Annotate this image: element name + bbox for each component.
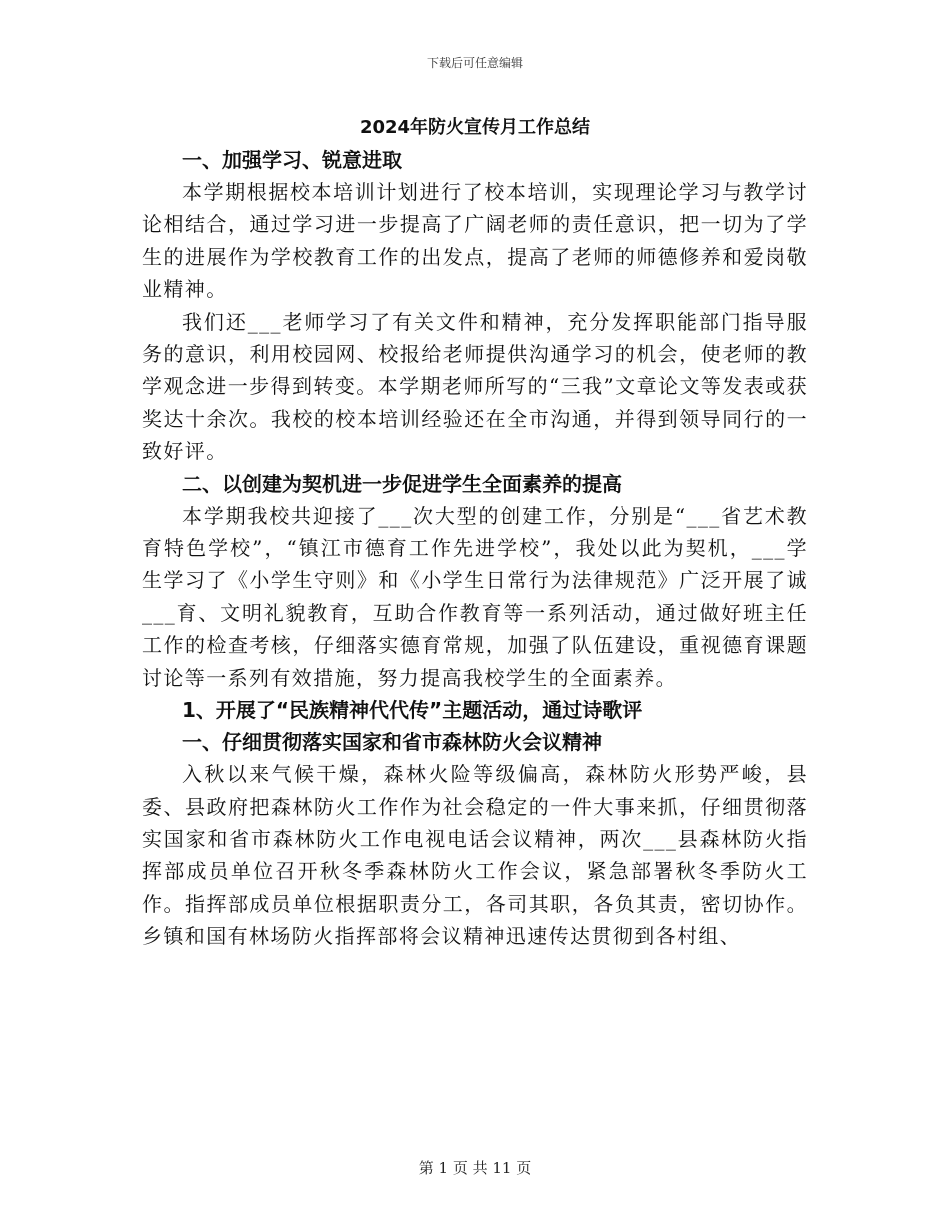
paragraph: 本学期我校共迎接了___次大型的创建工作，分别是“___省艺术教育特色学校”，“镇江市德育工作先进学校”，我处以此为契机，___学生学习了《小学生守则》和《小学生日常行为法律规范》广泛开展了诚___育、文明礼貌教育，互助合作教育等一系列活动，通过做好班主任工作的检查考核，仔细落实德育常规，加强了队伍建设，重视德育课题讨论等一系列有效措施，努力提高我校学生的全面素养。 [142, 503, 808, 690]
document-body [142, 112, 808, 953]
sub-heading: 1、开展了“民族精神代代传”主题活动，通过诗歌评 [182, 698, 643, 723]
paragraph: 我们还___老师学习了有关文件和精神，充分发挥职能部门指导服务的意识，利用校园网、校报给老师提供沟通学习的机会，使老师的教学观念进一步得到转变。本学期老师所写的“三我”文章论文等发表或获奖达十余次。我校的校本培训经验还在全市沟通，并得到领导同行的一致好评。 [142, 309, 808, 464]
header-note: 下载后可任意编辑 [426, 56, 523, 70]
document-title: 2024年防火宣传月工作总结 [359, 117, 591, 138]
section-heading-3: 一、仔细贯彻落实国家和省市森林防火会议精神 [182, 730, 602, 755]
page-footer: 第 1 页 共 11 页 [418, 1159, 532, 1177]
section-heading-1: 一、加强学习、锐意进取 [182, 148, 402, 172]
paragraph: 入秋以来气候干燥，森林火险等级偏高，森林防火形势严峻，县委、县政府把森林防火工作作为社会稳定的一件大事来抓，仔细贯彻落实国家和省市森林防火工作电视电话会议精神，两次___县森林防火指挥部成员单位召开秋冬季森林防火工作会议，紧急部署秋冬季防火工作。指挥部成员单位根据职责分工，各司其职，各负其责，密切协作。乡镇和国有林场防火指挥部将会议精神迅速传达贯彻到各村组、 [142, 762, 808, 949]
section-heading-2: 二、以创建为契机进一步促进学生全面素养的提高 [182, 471, 622, 496]
paragraph: 本学期根据校本培训计划进行了校本培训，实现理论学习与教学讨论相结合，通过学习进一步提高了广阔老师的责任意识，把一切为了学生的进展作为学校教育工作的出发点，提高了老师的师德修养和爱岗敬业精神。 [142, 180, 808, 302]
